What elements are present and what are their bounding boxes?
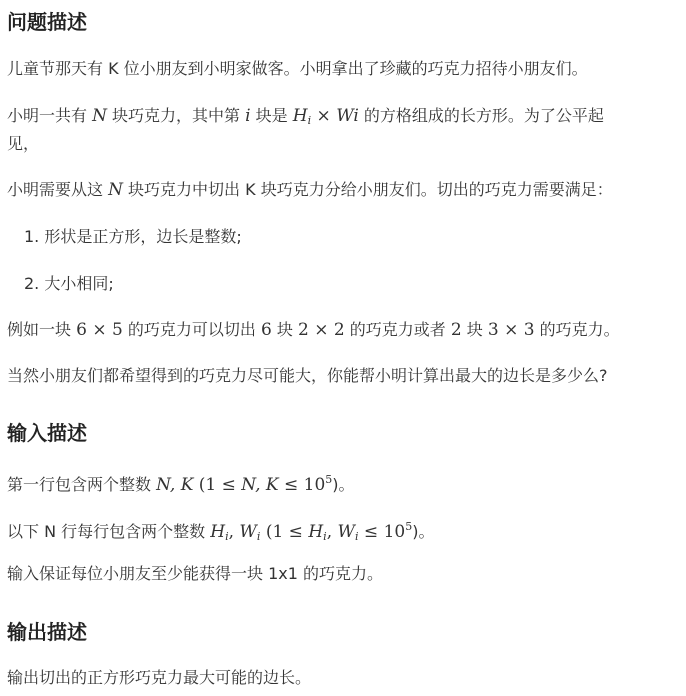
problem-paragraph-4: 例如一块 6 × 5 的巧克力可以切出 6 块 2 × 2 的巧克力或者 2 块 3 × 3 的巧克力。 [7,320,620,340]
math-n: N [92,106,107,126]
list-item: 1. 形状是正方形，边长是整数; [24,227,242,246]
math-h: H [292,106,308,126]
problem-paragraph-5: 当然小朋友们都希望得到的巧克力尽可能大，你能帮小明计算出最大的边长是多少么? [7,366,608,385]
math-i: i [245,106,251,126]
input-line-2: 以下 N 行每行包含两个整数 $H_i$, $W_i$ ($1 \le H_i$, $W_i \le 10^5$)。 [7,520,435,543]
list-item: 2. 大小相同; [24,274,114,293]
output-line-1: 输出切出的正方形巧克力最大可能的边长。 [7,668,312,687]
problem-description-heading: 问题描述 [7,10,87,34]
problem-paragraph-1: 儿童节那天有 K 位小朋友到小明家做客。小明拿出了珍藏的巧克力招待小朋友们。 [7,59,588,78]
input-line-1: 第一行包含两个整数 N, K (1 ≤ N, $K \le 10^5$)。 [7,473,355,495]
input-line-3: 输入保证每位小朋友至少能获得一块 1x1 的巧克力。 [7,564,384,583]
problem-paragraph-3: 小明需要从这 N 块巧克力中切出 K 块巧克力分给小朋友们。切出的巧克力需要满足： [7,180,613,200]
math-n: N [108,180,123,200]
input-description-heading: 输入描述 [7,421,87,445]
math-w: Wi [336,106,359,126]
problem-paragraph-2-cont: 见， [7,134,40,153]
problem-paragraph-2: 小明一共有 N 块巧克力，其中第 i 块是 $H_i \times Wi$ 的方格组成的长方形。为了公平起 [7,106,604,127]
output-description-heading: 输出描述 [7,620,87,644]
